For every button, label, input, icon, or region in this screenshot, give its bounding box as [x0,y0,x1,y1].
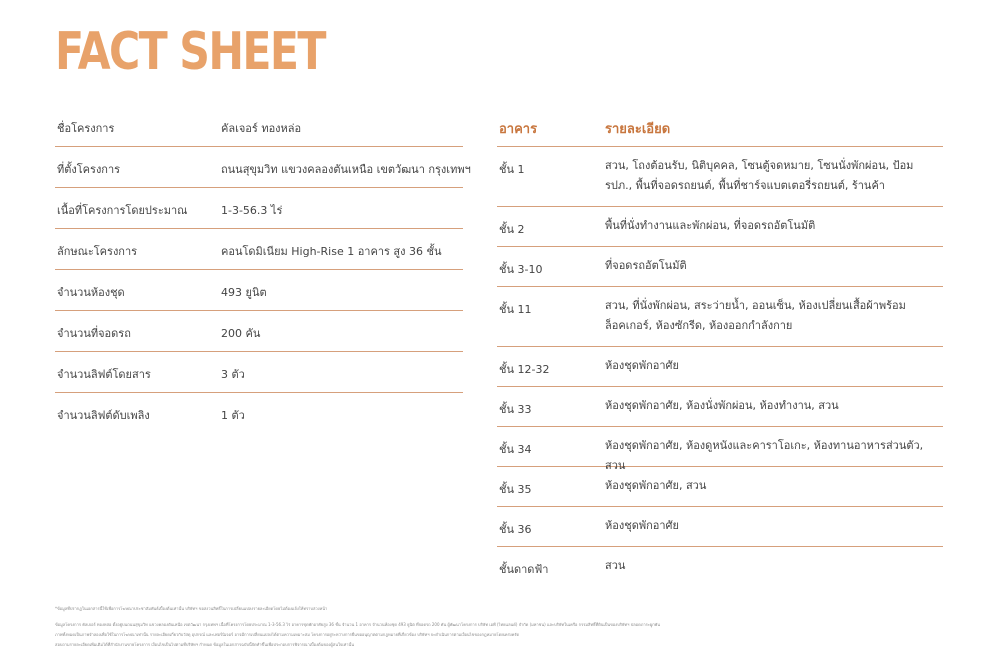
row-value: คัลเจอร์ ทองหล่อ [221,122,302,135]
table-row [497,507,943,547]
floor-label: ชั้น 12-32 [499,363,550,376]
floor-detail: สวน [605,559,626,572]
floor-detail: ที่จอดรถอัตโนมัติ [605,259,687,272]
table-row [497,547,943,586]
row-label: จำนวนลิฟต์ดับเพลิง [57,409,150,422]
table-row [55,147,471,188]
floor-detail: สวน, โถงต้อนรับ, นิติบุคคล, โซนตู้จดหมาย, โซนนั่งพักผ่อน, ป้อม รปภ., พื้นที่จอดรถยนต์, พื้นที่ชาร์จแบตเตอรี่รถยนต์, ร้านค้า [605,159,914,192]
floor-label: ชั้น 33 [499,403,532,416]
row-value: 3 ตัว [221,368,245,381]
page-title: FACT SHEET [55,22,325,82]
row-label: จำนวนลิฟต์โดยสาร [57,368,151,381]
floor-detail: ห้องชุดพักอาศัย [605,519,679,532]
floor-label: ชั้น 11 [499,303,532,316]
row-label: ที่ตั้งโครงการ [57,163,121,176]
table-row [497,467,943,507]
table-row [55,106,463,147]
row-label: เนื้อที่โครงการโดยประมาณ [57,204,188,217]
floor-detail: ห้องชุดพักอาศัย, สวน [605,479,707,492]
floor-label: ชั้นดาดฟ้า [499,563,549,576]
table-row [497,427,943,472]
table-row [497,247,943,287]
row-label: ชื่อโครงการ [57,122,115,135]
table-row [55,270,463,311]
row-value: 200 คัน [221,327,261,340]
floor-detail: ห้องชุดพักอาศัย [605,359,679,372]
table-row [497,207,943,247]
table-row [55,229,463,270]
row-value: ถนนสุขุมวิท แขวงคลองตันเหนือ เขตวัฒนา กรุงเทพฯ [221,163,471,176]
row-value: 1 ตัว [221,409,245,422]
floor-detail: ห้องชุดพักอาศัย, ห้องนั่งพักผ่อน, ห้องทำงาน, สวน [605,399,839,412]
footnote-line: *ข้อมูลที่ปรากฏในเอกสารนี้ใช้เพื่อการโฆษณาประชาสัมพันธ์เบื้องต้นเท่านั้น บริษัทฯ ขอสงวนสิทธิ์ในการเปลี่ยนแปลงรายละเอียดโดยไม่ต้องแจ้งให้ทราบล่วงหน้า [55,606,328,611]
footnote-line: สอบถามรายละเอียดเพิ่มเติมได้ที่สำนักงานขายโครงการ เงื่อนไขเป็นไปตามที่บริษัทฯ กำหนด ข้อมูลในเอกสารฉบับนี้จัดทำขึ้นเพื่อประกอบการพิจารณาเบื้องต้นของผู้สนใจเท่านั้น [55,642,354,647]
floor-label: ชั้น 36 [499,523,532,536]
table-row [497,347,943,387]
row-label: จำนวนที่จอดรถ [57,327,131,340]
floor-label: ชั้น 35 [499,483,532,496]
table-row [497,147,943,207]
floor-label: ชั้น 34 [499,443,532,456]
building-floors-table [497,106,943,586]
table-header [497,106,943,147]
row-value: 1-3-56.3 ไร่ [221,204,283,217]
floor-label: ชั้น 1 [499,163,525,176]
floor-label: ชั้น 3-10 [499,263,543,276]
floor-detail: สวน, ที่นั่งพักผ่อน, สระว่ายน้ำ, ออนเซ็น, ห้องเปลี่ยนเสื้อผ้าพร้อมล็อคเกอร์, ห้องซักรีด, ห้องออกกำลังกาย [605,299,906,332]
table-row [55,393,463,433]
table-row [55,311,463,352]
header-floor: อาคาร [499,122,538,137]
row-value: คอนโดมิเนียม High-Rise 1 อาคาร สูง 36 ชั้น [221,245,442,258]
footnote-line: ข้อมูลโครงการ คัลเจอร์ ทองหล่อ ตั้งอยู่บนถนนสุขุมวิท แขวงคลองตันเหนือ เขตวัฒนา กรุงเทพฯ เนื้อที่โครงการโดยประมาณ 1-3-56.3 ไร่ อาคารชุดพักอาศัยสูง 36 ชั้น จำนวน 1 อาคาร จำนวนห้องชุด 493 ยูนิต ที่จอดรถ 200 คัน ผู้พัฒนาโครงการ บริษัท เอพี (ไทยแลนด์) จำกัด (มหาชน) และบริษัทในเครือ กรรมสิทธิ์ที่ดินเป็นของบริษัทฯ ปลอดภาระผูกพัน [55,622,661,627]
header-detail: รายละเอียด [605,122,671,137]
table-row [55,352,463,393]
footnote-line: ภาพทั้งหมดเป็นภาพจำลองเพื่อใช้ในการโฆษณาเท่านั้น รายละเอียดเกี่ยวกับวัสดุ อุปกรณ์ และเฟอร์นิเจอร์ อาจมีการเปลี่ยนแปลงได้ตามความเหมาะสม โครงการอยู่ระหว่างการยื่นขออนุญาตตามกฎหมายที่เกี่ยวข้อง บริษัทฯ จะดำเนินการตามเงื่อนไขของกฎหมายโดยเคร่งครัด [55,632,520,637]
project-info-table [55,106,471,433]
row-value: 493 ยูนิต [221,286,267,299]
floor-detail: พื้นที่นั่งทำงานและพักผ่อน, ที่จอดรถอัตโนมัติ [605,219,816,232]
table-row [497,387,943,427]
table-row [497,287,943,347]
table-row [55,188,463,229]
row-label: จำนวนห้องชุด [57,286,125,299]
row-label: ลักษณะโครงการ [57,245,138,258]
floor-detail: ห้องชุดพักอาศัย, ห้องดูหนังและคาราโอเกะ, ห้องทานอาหารส่วนตัว, สวน [605,439,924,472]
floor-label: ชั้น 2 [499,223,525,236]
